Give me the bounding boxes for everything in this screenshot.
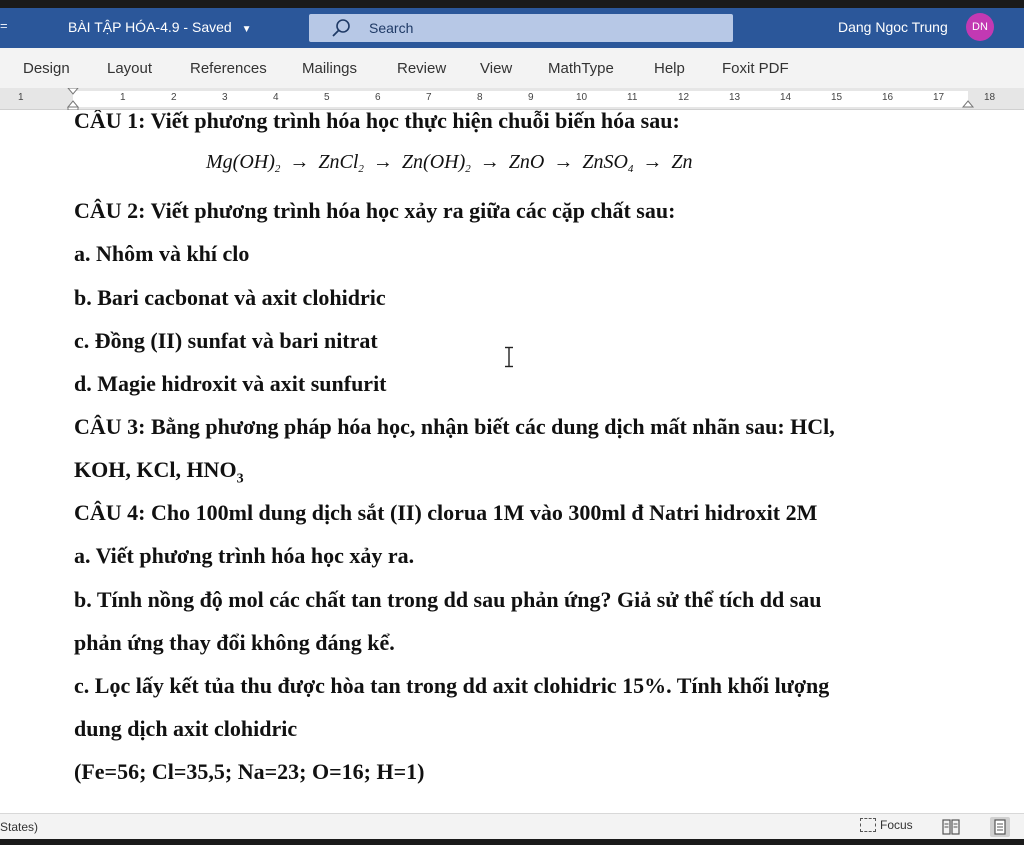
left-indent-marker[interactable] <box>66 88 80 110</box>
focus-mode-button[interactable] <box>860 818 913 832</box>
search-input[interactable] <box>309 14 733 42</box>
question-2-heading: CÂU 2: Viết phương trình hóa học xảy ra giữa các cặp chất sau: <box>74 198 676 223</box>
formula-species: Zn(OH) <box>401 151 466 173</box>
window-top-edge <box>0 0 1024 8</box>
tab-review[interactable]: Review <box>397 60 447 77</box>
ruler-number: 12 <box>678 92 690 103</box>
ruler-number: 16 <box>882 92 894 103</box>
formula-subscript: 3 <box>236 471 244 487</box>
text-cursor-icon <box>503 346 515 368</box>
quick-access-overflow[interactable]: = <box>0 18 8 33</box>
save-state: Saved <box>191 19 232 35</box>
formula-species: ZnSO <box>582 151 628 173</box>
question-4-heading: CÂU 4: Cho 100ml dung dịch sắt (II) clorua 1M vào 300ml đ Natri hidroxit 2M <box>74 500 818 525</box>
document-title[interactable] <box>68 19 251 35</box>
ruler-number: 5 <box>324 92 330 103</box>
ruler-number: 18 <box>984 92 996 103</box>
formula-subscript: 2 <box>358 163 364 175</box>
tab-foxit-pdf[interactable]: Foxit PDF <box>722 60 789 77</box>
ruler-number: 13 <box>729 92 741 103</box>
ruler-number: 2 <box>171 92 177 103</box>
search-placeholder: Search <box>369 20 414 36</box>
question-2-item-d: d. Magie hidroxit và axit sunfurit <box>74 371 387 396</box>
question-4-item-b-line-2: phản ứng thay đổi không đáng kể. <box>74 630 395 655</box>
ruler-number: 1 <box>120 92 126 103</box>
arrow-icon: → <box>372 151 393 173</box>
tab-mathtype[interactable]: MathType <box>548 60 614 77</box>
ribbon-tabs <box>0 48 1024 88</box>
ruler-number: 7 <box>426 92 432 103</box>
status-bar <box>0 813 1024 839</box>
question-4-item-c-line-2: dung dịch axit clohidric <box>74 716 298 741</box>
ruler-number: 8 <box>477 92 483 103</box>
ruler-number: 15 <box>831 92 843 103</box>
ruler-number: 14 <box>780 92 792 103</box>
arrow-icon: → <box>642 151 663 173</box>
question-3-line-2-text: KOH, KCl, HNO <box>74 457 237 482</box>
chevron-down-icon: ▼ <box>241 24 252 35</box>
document-name: BÀI TẬP HÓA-4.9 <box>68 19 180 35</box>
focus-icon <box>860 818 876 832</box>
window-bottom-edge <box>0 839 1024 845</box>
question-1-heading: CÂU 1: Viết phương trình hóa học thực hiện chuỗi biến hóa sau: <box>74 110 680 133</box>
atomic-masses: (Fe=56; Cl=35,5; Na=23; O=16; H=1) <box>74 759 425 784</box>
title-separator: - <box>183 19 192 35</box>
status-left-text[interactable]: States) <box>0 820 39 834</box>
ruler-number: 10 <box>576 92 588 103</box>
formula-subscript: 4 <box>627 163 634 175</box>
ruler-number: 11 <box>627 92 638 103</box>
question-2-item-a: a. Nhôm và khí clo <box>74 241 250 266</box>
title-bar <box>0 8 1024 48</box>
user-name[interactable]: Dang Ngoc Trung <box>838 19 948 35</box>
question-3-line-2 <box>74 457 244 487</box>
reaction-chain-formula <box>206 151 693 175</box>
tab-view[interactable]: View <box>480 60 513 77</box>
tab-layout[interactable]: Layout <box>107 60 153 77</box>
ruler-number: 6 <box>375 92 381 103</box>
ruler-number: 3 <box>222 92 228 103</box>
formula-species: Zn <box>671 151 693 173</box>
horizontal-ruler[interactable] <box>0 88 1024 110</box>
formula-species: Mg(OH) <box>206 151 275 173</box>
ruler-number: 17 <box>933 92 945 103</box>
question-4-item-b-line-1: b. Tính nồng độ mol các chất tan trong dd sau phản ứng? Giả sử thể tích dd sau <box>74 587 822 612</box>
right-indent-marker[interactable] <box>961 88 975 110</box>
formula-subscript: 2 <box>274 163 281 175</box>
focus-label: Focus <box>880 818 913 832</box>
read-mode-icon[interactable] <box>942 819 960 835</box>
avatar[interactable]: DN <box>966 13 994 41</box>
print-layout-icon[interactable] <box>990 817 1010 837</box>
question-4-item-a: a. Viết phương trình hóa học xảy ra. <box>74 543 415 568</box>
search-icon <box>331 18 351 38</box>
ruler-number: 1 <box>18 92 24 103</box>
arrow-icon: → <box>553 151 574 173</box>
question-4-item-c-line-1: c. Lọc lấy kết tủa thu được hòa tan trong dd axit clohidric 15%. Tính khối lượng <box>74 673 830 698</box>
formula-species: ZnO <box>508 151 545 173</box>
question-3-line-1: CÂU 3: Bằng phương pháp hóa học, nhận biết các dung dịch mất nhãn sau: HCl, <box>74 414 835 439</box>
tab-references[interactable]: References <box>190 60 267 77</box>
formula-subscript: 2 <box>465 163 471 175</box>
ruler-number: 9 <box>528 92 534 103</box>
question-2-item-b: b. Bari cacbonat và axit clohidric <box>74 285 386 310</box>
tab-help[interactable]: Help <box>654 60 685 77</box>
ruler-number: 4 <box>273 92 279 103</box>
tab-design[interactable]: Design <box>23 60 70 77</box>
tab-mailings[interactable]: Mailings <box>302 60 358 77</box>
arrow-icon: → <box>479 151 500 173</box>
document-page[interactable] <box>0 110 1024 813</box>
arrow-icon: → <box>289 151 310 173</box>
question-2-item-c: c. Đồng (II) sunfat và bari nitrat <box>74 328 378 353</box>
formula-species: ZnCl <box>318 151 359 173</box>
